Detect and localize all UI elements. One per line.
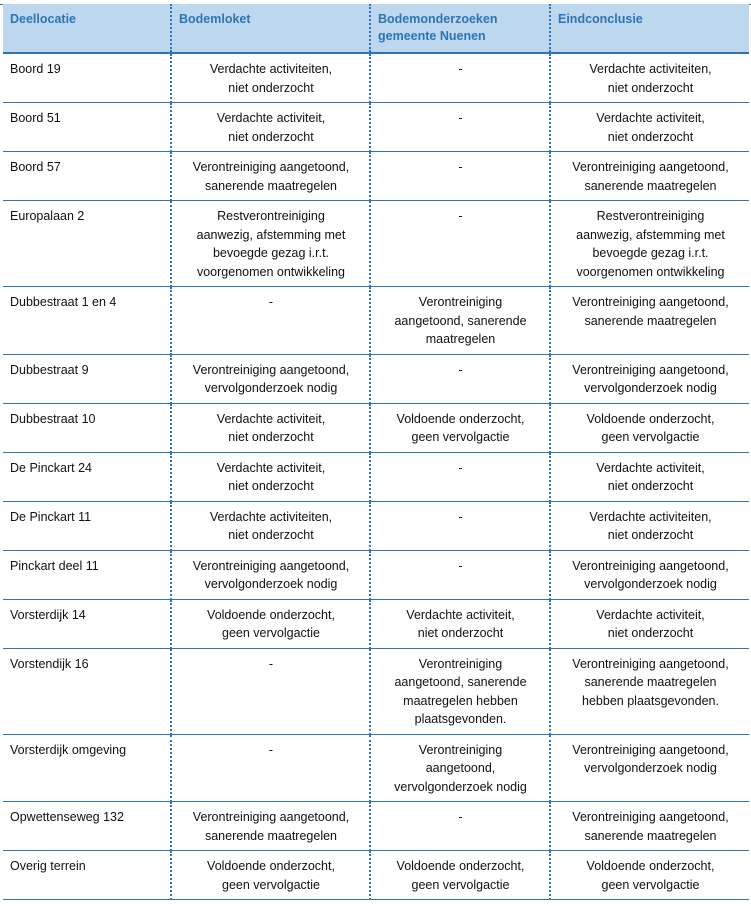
cell-deellocatie: Dubbestraat 1 en 4	[3, 287, 171, 355]
cell-eindconclusie: Verontreiniging aangetoond, sanerende maatregelen	[550, 802, 749, 851]
cell-deellocatie: Europalaan 2	[3, 201, 171, 287]
cell-bodemloket: Verdachte activiteit, niet onderzocht	[171, 103, 370, 152]
cell-deellocatie: Boord 57	[3, 152, 171, 201]
cell-eindconclusie: Verdachte activiteit, niet onderzocht	[550, 599, 749, 648]
cell-eindconclusie: Verdachte activiteit, niet onderzocht	[550, 452, 749, 501]
cell-bodemonderzoeken: Verontreiniging aangetoond, sanerende maatregelen	[370, 287, 550, 355]
table-row	[3, 648, 749, 734]
table-row	[3, 802, 749, 851]
table-row	[3, 851, 749, 900]
cell-bodemloket: Verontreiniging aangetoond, sanerende maatregelen	[171, 802, 370, 851]
header-deellocatie: Deellocatie	[3, 4, 171, 53]
cell-eindconclusie: Voldoende onderzocht, geen vervolgactie	[550, 851, 749, 900]
table-row	[3, 53, 749, 103]
cell-bodemonderzoeken: -	[370, 501, 550, 550]
cell-deellocatie: Dubbestraat 10	[3, 403, 171, 452]
table-row	[3, 403, 749, 452]
cell-bodemonderzoeken: Verdachte activiteit, niet onderzocht	[370, 599, 550, 648]
cell-bodemloket: -	[171, 734, 370, 802]
table-row	[3, 599, 749, 648]
cell-bodemonderzoeken: -	[370, 452, 550, 501]
cell-bodemonderzoeken: -	[370, 802, 550, 851]
cell-bodemloket: Verdachte activiteit, niet onderzocht	[171, 452, 370, 501]
cell-deellocatie: Vorsterdijk omgeving	[3, 734, 171, 802]
cell-bodemloket: Verontreiniging aangetoond, vervolgonderzoek nodig	[171, 550, 370, 599]
table-row	[3, 501, 749, 550]
cell-bodemonderzoeken: -	[370, 103, 550, 152]
cell-deellocatie: Vorstendijk 16	[3, 648, 171, 734]
cell-bodemonderzoeken: -	[370, 201, 550, 287]
header-row	[3, 4, 749, 53]
soil-investigation-table	[3, 4, 749, 900]
cell-deellocatie: Dubbestraat 9	[3, 354, 171, 403]
cell-bodemonderzoeken: Verontreiniging aangetoond, sanerende maatregelen hebben plaatsgevonden.	[370, 648, 550, 734]
cell-bodemonderzoeken: Verontreiniging aangetoond, vervolgonderzoek nodig	[370, 734, 550, 802]
cell-deellocatie: Boord 19	[3, 53, 171, 103]
cell-bodemloket: Restverontreiniging aanwezig, afstemming met bevoegde gezag i.r.t. voorgenomen ontwikkeling	[171, 201, 370, 287]
cell-bodemonderzoeken: -	[370, 550, 550, 599]
cell-bodemloket: Verdachte activiteiten, niet onderzocht	[171, 501, 370, 550]
cell-eindconclusie: Verdachte activiteiten, niet onderzocht	[550, 501, 749, 550]
header-bodemloket: Bodemloket	[171, 4, 370, 53]
header-bodemonderzoeken: Bodemonderzoeken gemeente Nuenen	[370, 4, 550, 53]
table-row	[3, 287, 749, 355]
cell-eindconclusie: Verdachte activiteit, niet onderzocht	[550, 103, 749, 152]
cell-deellocatie: Boord 51	[3, 103, 171, 152]
table-row	[3, 152, 749, 201]
cell-bodemloket: Voldoende onderzocht, geen vervolgactie	[171, 851, 370, 900]
cell-bodemonderzoeken: Voldoende onderzocht, geen vervolgactie	[370, 851, 550, 900]
table-row	[3, 550, 749, 599]
table-row	[3, 103, 749, 152]
cell-bodemloket: Verdachte activiteiten, niet onderzocht	[171, 53, 370, 103]
cell-deellocatie: De Pinckart 24	[3, 452, 171, 501]
cell-eindconclusie: Verontreiniging aangetoond, vervolgonderzoek nodig	[550, 550, 749, 599]
cell-eindconclusie: Verontreiniging aangetoond, vervolgonderzoek nodig	[550, 354, 749, 403]
cell-bodemonderzoeken: -	[370, 53, 550, 103]
cell-eindconclusie: Verontreiniging aangetoond, sanerende maatregelen hebben plaatsgevonden.	[550, 648, 749, 734]
cell-eindconclusie: Voldoende onderzocht, geen vervolgactie	[550, 403, 749, 452]
cell-bodemloket: Verdachte activiteit, niet onderzocht	[171, 403, 370, 452]
cell-bodemloket: Verontreiniging aangetoond, sanerende maatregelen	[171, 152, 370, 201]
cell-bodemonderzoeken: Voldoende onderzocht, geen vervolgactie	[370, 403, 550, 452]
cell-deellocatie: De Pinckart 11	[3, 501, 171, 550]
cell-deellocatie: Vorsterdijk 14	[3, 599, 171, 648]
cell-bodemonderzoeken: -	[370, 152, 550, 201]
table-row	[3, 452, 749, 501]
cell-bodemloket: Verontreiniging aangetoond, vervolgonderzoek nodig	[171, 354, 370, 403]
cell-eindconclusie: Verontreiniging aangetoond, sanerende maatregelen	[550, 287, 749, 355]
cell-bodemloket: -	[171, 287, 370, 355]
cell-eindconclusie: Verontreiniging aangetoond, sanerende maatregelen	[550, 152, 749, 201]
table-row	[3, 354, 749, 403]
cell-bodemloket: -	[171, 648, 370, 734]
table-row	[3, 201, 749, 287]
table-row	[3, 734, 749, 802]
cell-bodemonderzoeken: -	[370, 354, 550, 403]
cell-eindconclusie: Restverontreiniging aanwezig, afstemming met bevoegde gezag i.r.t. voorgenomen ontwikkeling	[550, 201, 749, 287]
cell-deellocatie: Pinckart deel 11	[3, 550, 171, 599]
cell-deellocatie: Opwettenseweg 132	[3, 802, 171, 851]
cell-eindconclusie: Verdachte activiteiten, niet onderzocht	[550, 53, 749, 103]
cell-eindconclusie: Verontreiniging aangetoond, vervolgonderzoek nodig	[550, 734, 749, 802]
cell-bodemloket: Voldoende onderzocht, geen vervolgactie	[171, 599, 370, 648]
header-eindconclusie: Eindconclusie	[550, 4, 749, 53]
cell-deellocatie: Overig terrein	[3, 851, 171, 900]
